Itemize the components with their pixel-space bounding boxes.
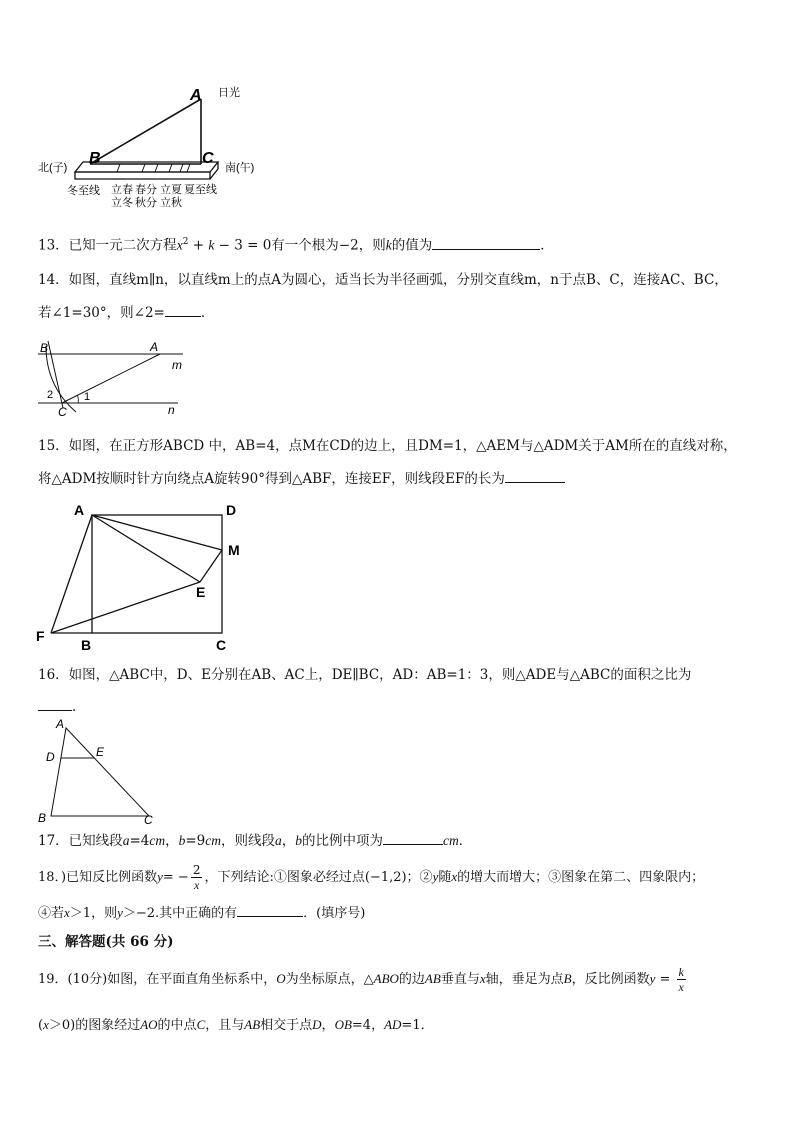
label-A: A xyxy=(74,502,85,518)
question-15-line2: 将△ADM按顺时针方向绕点A旋转90°得到△ABF，连接EF，则线段EF的长为 xyxy=(38,468,565,489)
fraction-2-over-x: $\frac{2}{x}$ xyxy=(192,863,201,892)
label-south: 南(午) xyxy=(225,162,255,174)
angle-1: 1 xyxy=(84,391,91,403)
tick-summer: 夏至线 xyxy=(184,184,217,196)
parallel-lines-figure xyxy=(38,336,188,418)
answer-blank-18[interactable] xyxy=(237,902,303,917)
tick-qiu: 秋分 xyxy=(135,197,157,209)
label-m: m xyxy=(172,358,182,372)
sun-ray-line xyxy=(90,99,201,164)
triangle-ABC xyxy=(51,728,149,816)
label-B: B xyxy=(40,341,49,355)
question-18-line1: 18．)已知反比例函数y= − $\frac{2}{x}$ ，下列结论:①图象必经过点(−1,2)；②y随x的增大而增大；③图象在第二、四象限内； xyxy=(38,863,705,892)
label-C: C xyxy=(144,813,153,826)
label-A: A xyxy=(56,717,65,731)
question-18-line2: ④若x＞1，则y＞−2.其中正确的有 ．(填序号) xyxy=(38,902,365,924)
label-n: n xyxy=(168,403,175,417)
answer-blank-16[interactable] xyxy=(38,696,72,711)
base-slab-front xyxy=(75,172,210,179)
label-E: E xyxy=(196,584,206,600)
answer-blank-14[interactable] xyxy=(165,302,201,317)
arc xyxy=(46,346,76,412)
section-3-heading: 三、解答题(共 66 分) xyxy=(38,934,174,950)
question-19-line2: (x＞0)的图象经过AO的中点C，且与AB相交于点D，OB=4，AD=1． xyxy=(38,1017,434,1033)
tick-lixia: 立夏 xyxy=(160,184,182,196)
answer-blank-17[interactable] xyxy=(383,830,443,845)
question-16-line2: ． xyxy=(38,696,86,717)
label-D: D xyxy=(226,502,237,518)
question-16-line1: 16．如图，△ABC中，D、E分别在AB、AC上，DE∥BC，AD：AB=1：3，则△ADE与△ABC的面积之比为 xyxy=(38,667,692,683)
fraction-k-over-x: $\frac{k}{x}$ xyxy=(678,965,684,994)
triangle-figure xyxy=(34,716,164,826)
tick-lidong: 立冬 xyxy=(111,197,133,209)
label-D: D xyxy=(46,750,55,764)
tick-chun: 春分 xyxy=(135,184,157,196)
angle-2: 2 xyxy=(47,389,54,401)
label-F: F xyxy=(36,628,45,644)
question-17: 17．已知线段a=4cm，b=9cm，则线段a，b的比例中项为 cm． xyxy=(38,830,472,851)
label-B: B xyxy=(89,150,101,167)
tick-liqiu: 立秋 xyxy=(160,197,182,209)
label-C: C xyxy=(58,405,67,418)
square-figure xyxy=(34,500,259,655)
question-14-line1: 14．如图，直线m∥n，以直线m上的点A为圆心，适当长为半径画弧，分别交直线m，n于点B、C，连接AC、BC， xyxy=(38,272,728,288)
label-A: A xyxy=(150,340,159,354)
answer-blank-13[interactable] xyxy=(432,235,540,250)
question-13: 13．已知一元二次方程$x^2 + k - 3 = 0$有一个根为−2，则k的值为 ． xyxy=(38,232,554,256)
segment-EF xyxy=(51,582,200,633)
question-14-line2: 若∠1=30°，则∠2= ． xyxy=(38,302,214,323)
label-north: 北(子) xyxy=(38,162,68,174)
label-A: A xyxy=(190,87,202,104)
segment-AF xyxy=(51,515,92,633)
label-B: B xyxy=(81,637,92,653)
label-E: E xyxy=(96,745,105,759)
sundial-figure xyxy=(38,82,268,212)
segment-EM xyxy=(200,550,222,582)
label-sunlight: 日光 xyxy=(218,87,240,99)
tick-winter: 冬至线 xyxy=(67,185,100,197)
label-B: B xyxy=(38,811,47,825)
segment-AE xyxy=(92,515,200,582)
segment-AM xyxy=(92,515,222,550)
label-M: M xyxy=(228,542,240,558)
label-C: C xyxy=(216,637,227,653)
answer-blank-15[interactable] xyxy=(505,468,565,483)
label-C: C xyxy=(202,150,214,167)
question-19-line1: 19．(10分)如图，在平面直角坐标系中，O为坐标原点，△ABO的边AB垂直与x轴，垂足为点B，反比例函数y = $\frac{k}{x}$ xyxy=(38,965,684,994)
question-15-line1: 15．如图，在正方形ABCD 中，AB=4，点M在CD的边上，且DM=1，△AEM与△ADM关于AM所在的直线对称， xyxy=(38,438,737,454)
tick-spring: 立春 xyxy=(111,184,133,196)
segment-AC xyxy=(62,354,160,403)
